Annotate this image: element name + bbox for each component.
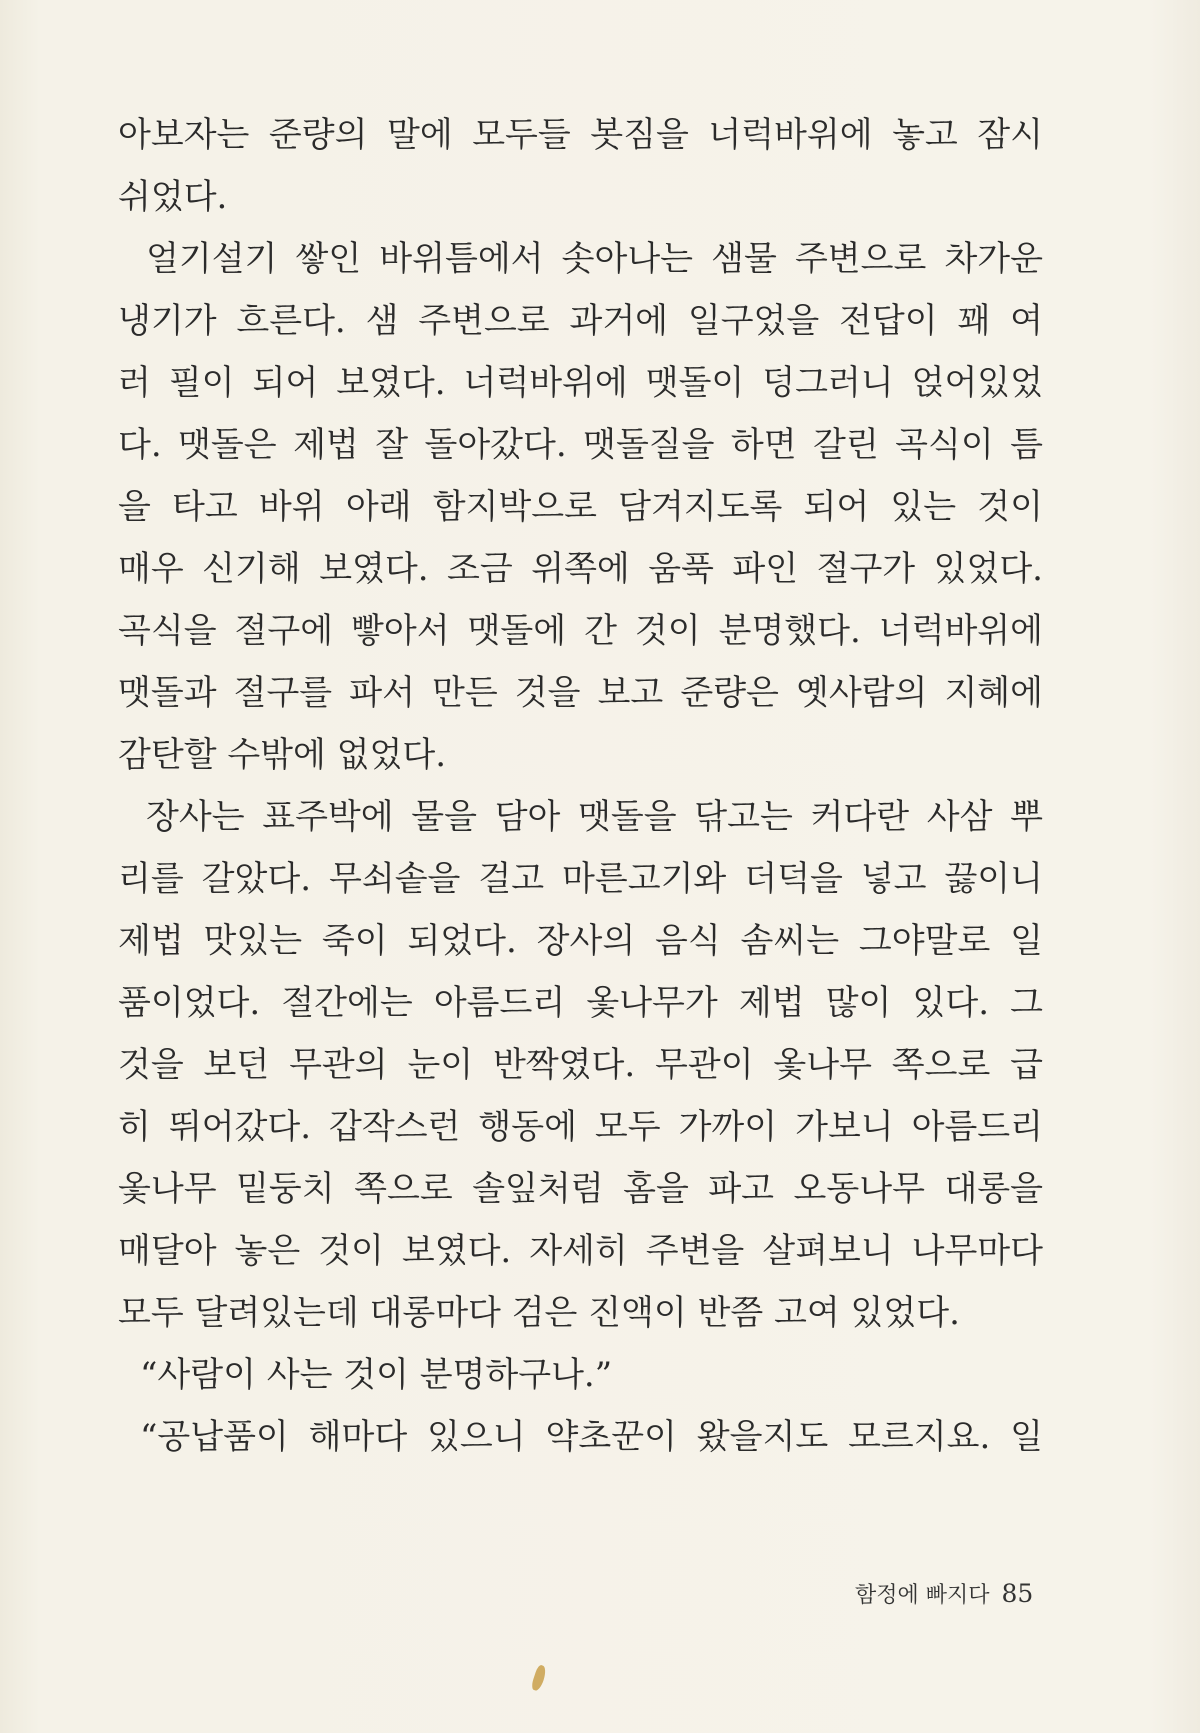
text-line: 감탄할 수밖에 없었다. [118,735,447,775]
text-line: 아보자는 준량의 말에 모두들 봇짐을 너럭바위에 놓고 잠시 [118,115,1043,155]
text-line: 냉기가 흐른다. 샘 주변으로 과거에 일구었을 전답이 꽤 여 [118,301,1043,341]
text-line: 얼기설기 쌓인 바위틈에서 솟아나는 샘물 주변으로 차가운 [146,239,1043,279]
text-line: 옻나무 밑둥치 쪽으로 솔잎처럼 홈을 파고 오동나무 대롱을 [118,1169,1043,1209]
text-line: 제법 맛있는 죽이 되었다. 장사의 음식 솜씨는 그야말로 일 [118,921,1043,961]
text-line: 장사는 표주박에 물을 담아 맷돌을 닦고는 커다란 사삼 뿌 [146,797,1043,837]
page-footer [855,1578,1055,1609]
text-line: 맷돌과 절구를 파서 만든 것을 보고 준량은 옛사람의 지혜에 [118,673,1043,713]
page-number: 85 [1001,1579,1034,1608]
dialogue-line: “공납품이 해마다 있으니 약초꾼이 왔을지도 모르지요. 일 [140,1417,1043,1457]
paper-smudge [530,1664,548,1692]
dialogue-line: “사람이 사는 것이 분명하구나.” [140,1355,613,1395]
text-line: 품이었다. 절간에는 아름드리 옻나무가 제법 많이 있다. 그 [118,983,1043,1023]
text-line: 을 타고 바위 아래 함지박으로 담겨지도록 되어 있는 것이 [118,487,1043,527]
text-line: 쉬었다. [118,177,228,217]
running-chapter-title: 함정에 빠지다 [855,1583,990,1608]
text-line: 매우 신기해 보였다. 조금 위쪽에 움푹 파인 절구가 있었다. [118,549,1043,589]
text-line: 모두 달려있는데 대롱마다 검은 진액이 반쯤 고여 있었다. [118,1293,960,1333]
text-line: 것을 보던 무관의 눈이 반짝였다. 무관이 옻나무 쪽으로 급 [118,1045,1043,1085]
text-line: 리를 갈았다. 무쇠솥을 걸고 마른고기와 더덕을 넣고 끓이니 [118,859,1043,899]
text-line: 러 필이 되어 보였다. 너럭바위에 맷돌이 덩그러니 얹어있었 [118,363,1043,403]
text-line: 매달아 놓은 것이 보였다. 자세히 주변을 살펴보니 나무마다 [118,1231,1043,1271]
text-line: 곡식을 절구에 빻아서 맷돌에 간 것이 분명했다. 너럭바위에 [118,611,1043,651]
body-text [118,104,1043,1468]
text-line: 다. 맷돌은 제법 잘 돌아갔다. 맷돌질을 하면 갈린 곡식이 틈 [118,425,1043,465]
text-line: 히 뛰어갔다. 갑작스런 행동에 모두 가까이 가보니 아름드리 [118,1107,1043,1147]
